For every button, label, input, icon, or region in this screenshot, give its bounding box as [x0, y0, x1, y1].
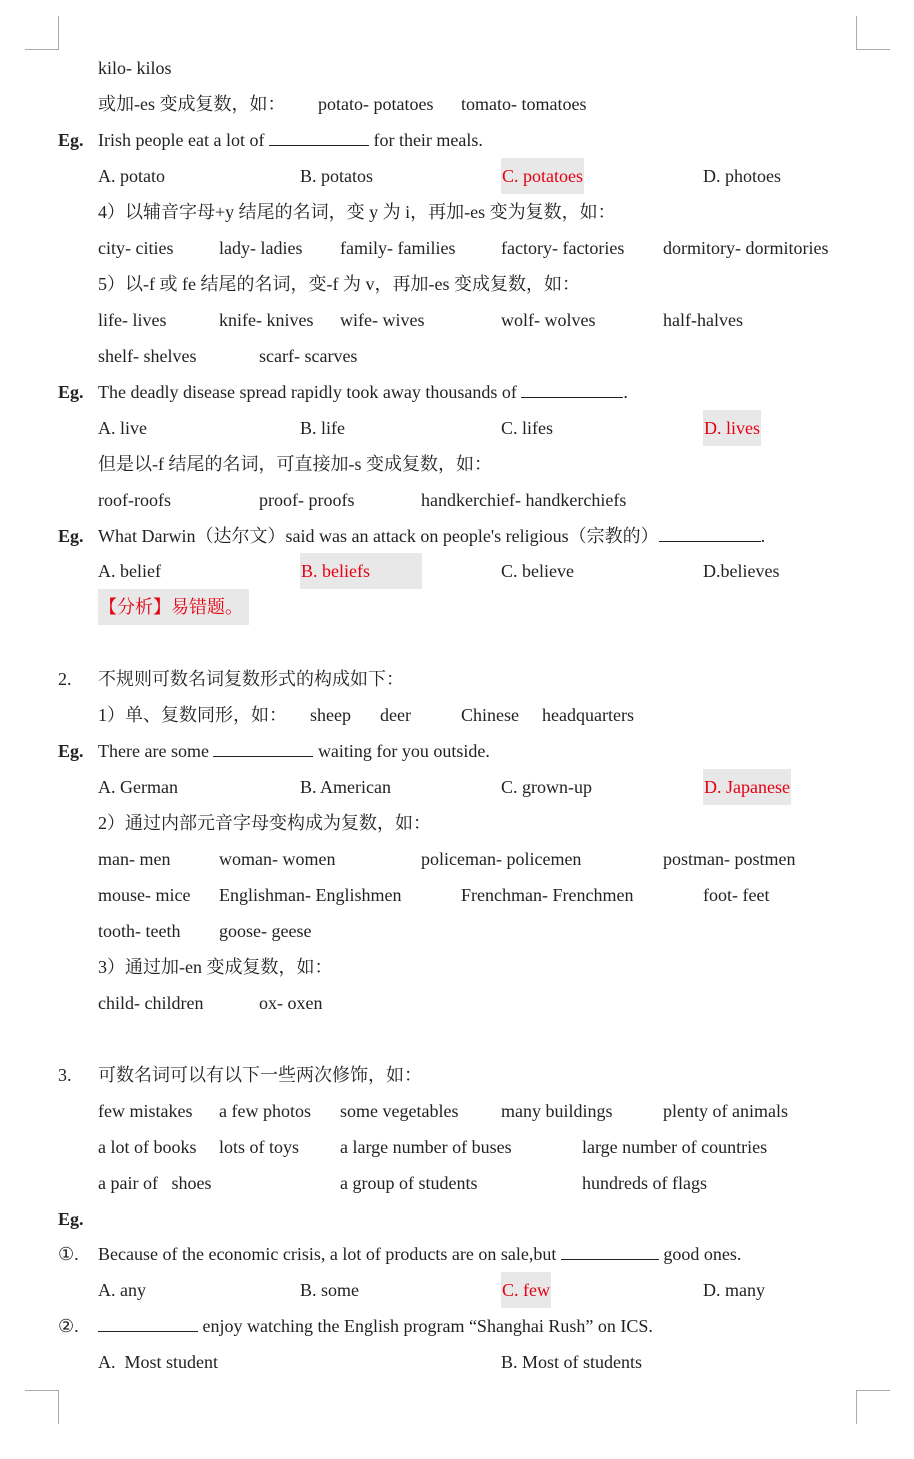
example-text: a pair of shoes — [98, 1173, 212, 1193]
question-line — [0, 1236, 914, 1272]
section-number: 2. — [58, 669, 72, 689]
rule-text: 3）通过加-en 变成复数，如： — [98, 957, 333, 977]
example-text: goose- geese — [219, 921, 312, 941]
question-text: The deadly disease spread rapidly took away thousands of . — [98, 374, 628, 410]
example-text: hundreds of flags — [582, 1173, 707, 1193]
eg-label: Eg. — [58, 741, 84, 761]
text-line — [0, 949, 914, 985]
section-title: 可数名词可以有以下一些两次修饰，如： — [98, 1065, 422, 1085]
example-text: woman- women — [219, 849, 336, 869]
example-text: Englishman- Englishmen — [219, 885, 402, 905]
examples-line — [0, 877, 914, 913]
examples-line — [0, 230, 914, 266]
example-text: kilo- kilos — [98, 58, 172, 78]
text-line — [0, 266, 914, 302]
corner-mark-bottom-left — [25, 1390, 59, 1424]
text-line — [0, 805, 914, 841]
options-line — [0, 158, 914, 194]
answer-blank — [98, 1309, 198, 1332]
option-c-answer: C. few — [501, 1272, 551, 1308]
example-text: roof-roofs — [98, 490, 171, 510]
question-text: There are some waiting for you outside. — [98, 733, 490, 769]
eg-label: Eg. — [58, 382, 84, 402]
example-text: a few photos — [219, 1101, 311, 1121]
option-d-answer: D. lives — [703, 410, 761, 446]
question-number: ②. — [58, 1316, 79, 1336]
example-text: ox- oxen — [259, 993, 323, 1013]
example-text: life- lives — [98, 310, 167, 330]
example-text: large number of countries — [582, 1137, 768, 1157]
corner-mark-bottom-right — [856, 1390, 890, 1424]
example-text: Frenchman- Frenchmen — [461, 885, 634, 905]
question-line — [0, 1201, 914, 1237]
example-text: lady- ladies — [219, 238, 303, 258]
rule-text: 5）以-f 或 fe 结尾的名词，变-f 为 v，再加-es 变成复数，如： — [98, 274, 580, 294]
example-text: tomato- tomatoes — [461, 94, 587, 114]
question-text: What Darwin（达尔文）said was an attack on people's religious（宗教的） . — [98, 518, 765, 554]
question-line — [0, 1308, 914, 1344]
example-text: proof- proofs — [259, 490, 355, 510]
option-c: C. grown-up — [501, 777, 592, 797]
option-b-answer: B. beliefs — [300, 553, 422, 589]
examples-line — [0, 985, 914, 1021]
option-d: D. photoes — [703, 166, 781, 186]
question-line — [0, 518, 914, 554]
example-text: wolf- wolves — [501, 310, 596, 330]
examples-line — [0, 913, 914, 949]
question-line — [0, 374, 914, 410]
example-text: factory- factories — [501, 238, 625, 258]
options-line — [0, 1344, 914, 1380]
example-text: man- men — [98, 849, 171, 869]
options-line — [0, 553, 914, 589]
option-b: B. life — [300, 418, 345, 438]
corner-mark-top-right — [856, 16, 890, 50]
option-a: A. belief — [98, 561, 161, 581]
example-text: wife- wives — [340, 310, 425, 330]
option-d: D.believes — [703, 561, 780, 581]
option-d-answer: D. Japanese — [703, 769, 791, 805]
eg-label: Eg. — [58, 1209, 84, 1229]
example-text: potato- potatoes — [318, 94, 434, 114]
example-text: some vegetables — [340, 1101, 459, 1121]
question-text: enjoy watching the English program “Shanghai Rush” on ICS. — [98, 1308, 653, 1344]
rule-text: 2）通过内部元音字母变构成为复数，如： — [98, 813, 431, 833]
option-b: B. American — [300, 777, 391, 797]
option-c: C. believe — [501, 561, 574, 581]
example-text: child- children — [98, 993, 204, 1013]
option-b: B. some — [300, 1280, 360, 1300]
option-a: A. live — [98, 418, 147, 438]
example-text: a group of students — [340, 1173, 478, 1193]
example-text: a lot of books — [98, 1137, 197, 1157]
rule-text: 4）以辅音字母+y 结尾的名词，变 y 为 i，再加-es 变为复数，如： — [98, 202, 616, 222]
example-text: family- families — [340, 238, 456, 258]
example-text: a large number of buses — [340, 1137, 512, 1157]
example-text: mouse- mice — [98, 885, 191, 905]
examples-line — [0, 1129, 914, 1165]
text-line — [0, 86, 914, 122]
example-text: half-halves — [663, 310, 743, 330]
rule-text: 1）单、复数同形，如： — [98, 705, 287, 725]
option-b: B. Most of students — [501, 1352, 643, 1372]
examples-line — [0, 1165, 914, 1201]
example-text: sheep — [310, 705, 351, 725]
rule-text: 但是以-f 结尾的名词，可直接加-s 变成复数，如： — [98, 454, 492, 474]
example-text: scarf- scarves — [259, 346, 358, 366]
options-line — [0, 769, 914, 805]
options-line — [0, 1272, 914, 1308]
example-text: few mistakes — [98, 1101, 193, 1121]
option-a: A. any — [98, 1280, 146, 1300]
question-line — [0, 733, 914, 769]
example-text: postman- postmen — [663, 849, 796, 869]
analysis-note: 【分析】易错题。 — [98, 589, 249, 625]
answer-blank — [269, 123, 369, 146]
option-c: C. lifes — [501, 418, 553, 438]
text-line — [0, 50, 914, 86]
examples-line — [0, 482, 914, 518]
section-heading — [0, 661, 914, 697]
options-line — [0, 410, 914, 446]
examples-line — [0, 302, 914, 338]
option-a: A. German — [98, 777, 178, 797]
example-text: deer — [380, 705, 411, 725]
option-a: A. potato — [98, 166, 165, 186]
examples-line — [0, 338, 914, 374]
example-text: city- cities — [98, 238, 174, 258]
question-text: Irish people eat a lot of for their meals. — [98, 122, 483, 158]
text-line — [0, 446, 914, 482]
example-text: policeman- policemen — [421, 849, 582, 869]
example-text: handkerchief- handkerchiefs — [421, 490, 627, 510]
examples-line — [0, 1093, 914, 1129]
text-line — [0, 194, 914, 230]
examples-line — [0, 841, 914, 877]
question-text: Because of the economic crisis, a lot of products are on sale,but good ones. — [98, 1236, 741, 1272]
example-text: tooth- teeth — [98, 921, 181, 941]
example-text: lots of toys — [219, 1137, 300, 1157]
example-text: knife- knives — [219, 310, 314, 330]
option-d: D. many — [703, 1280, 765, 1300]
question-line — [0, 122, 914, 158]
section-number: 3. — [58, 1065, 72, 1085]
example-text: headquarters — [542, 705, 634, 725]
text-line — [0, 697, 914, 733]
question-number: ①. — [58, 1244, 79, 1264]
answer-blank — [213, 734, 313, 757]
example-text: Chinese — [461, 705, 519, 725]
rule-text: 或加-es 变成复数，如： — [98, 94, 286, 114]
example-text: dormitory- dormitories — [663, 238, 829, 258]
section-title: 不规则可数名词复数形式的构成如下： — [98, 669, 404, 689]
option-c-answer: C. potatoes — [501, 158, 584, 194]
analysis-line — [0, 589, 914, 625]
example-text: plenty of animals — [663, 1101, 788, 1121]
eg-label: Eg. — [58, 526, 84, 546]
option-a: A. Most student — [98, 1352, 219, 1372]
section-heading — [0, 1057, 914, 1093]
eg-label: Eg. — [58, 130, 84, 150]
option-b: B. potatos — [300, 166, 374, 186]
corner-mark-top-left — [25, 16, 59, 50]
answer-blank — [561, 1237, 659, 1260]
example-text: foot- feet — [703, 885, 770, 905]
example-text: shelf- shelves — [98, 346, 197, 366]
answer-blank — [521, 375, 623, 398]
answer-blank — [659, 519, 761, 542]
example-text: many buildings — [501, 1101, 613, 1121]
